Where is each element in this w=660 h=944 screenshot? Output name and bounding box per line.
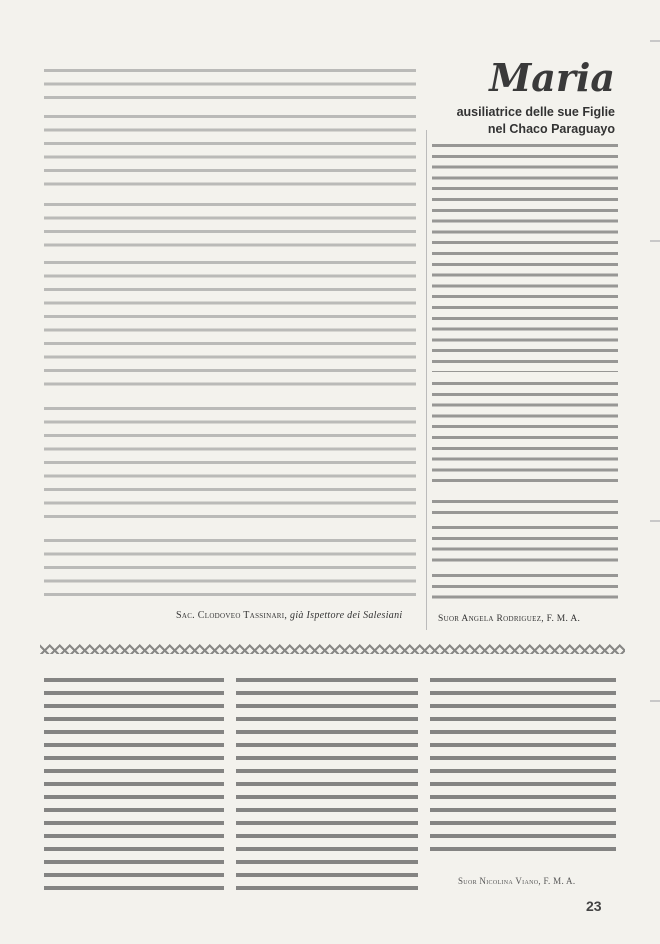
scan-edge-mark	[650, 520, 660, 522]
main-signature-title: già Ispettore dei Salesiani	[290, 610, 403, 621]
side-paragraph-3	[432, 496, 618, 518]
main-paragraph-2	[44, 110, 416, 190]
main-signature-name: Sac. Clodoveo Tassinari,	[176, 610, 288, 621]
scan-edge-mark	[650, 40, 660, 42]
bottom-signature: Suor Nicolina Viano, F. M. A.	[458, 876, 576, 886]
side-subtitle	[430, 104, 615, 138]
main-paragraph-6	[44, 534, 416, 598]
side-paragraph-1	[432, 140, 618, 372]
column-rule	[426, 130, 427, 630]
bottom-column-3	[430, 674, 616, 856]
scan-edge-mark	[650, 240, 660, 242]
main-paragraph-1	[44, 64, 416, 104]
bottom-column-2	[236, 674, 418, 892]
page-number: 23	[586, 898, 602, 914]
main-paragraph-4	[44, 256, 416, 390]
side-paragraph-5	[432, 570, 618, 604]
main-signature	[176, 610, 402, 621]
side-subtitle-line-1: ausiliatrice delle sue Figlie	[456, 105, 615, 119]
side-paragraph-2	[432, 378, 618, 490]
side-subtitle-line-2: nel Chaco Paraguayo	[487, 122, 615, 136]
ornamental-divider	[40, 644, 625, 654]
side-signature: Suor Angela Rodriguez, F. M. A.	[438, 614, 581, 624]
main-paragraph-5	[44, 402, 416, 524]
side-title: Maria	[489, 58, 615, 98]
side-paragraph-4	[432, 522, 618, 566]
scan-edge-mark	[650, 700, 660, 702]
bottom-column-1	[44, 674, 224, 892]
main-paragraph-3	[44, 198, 416, 250]
